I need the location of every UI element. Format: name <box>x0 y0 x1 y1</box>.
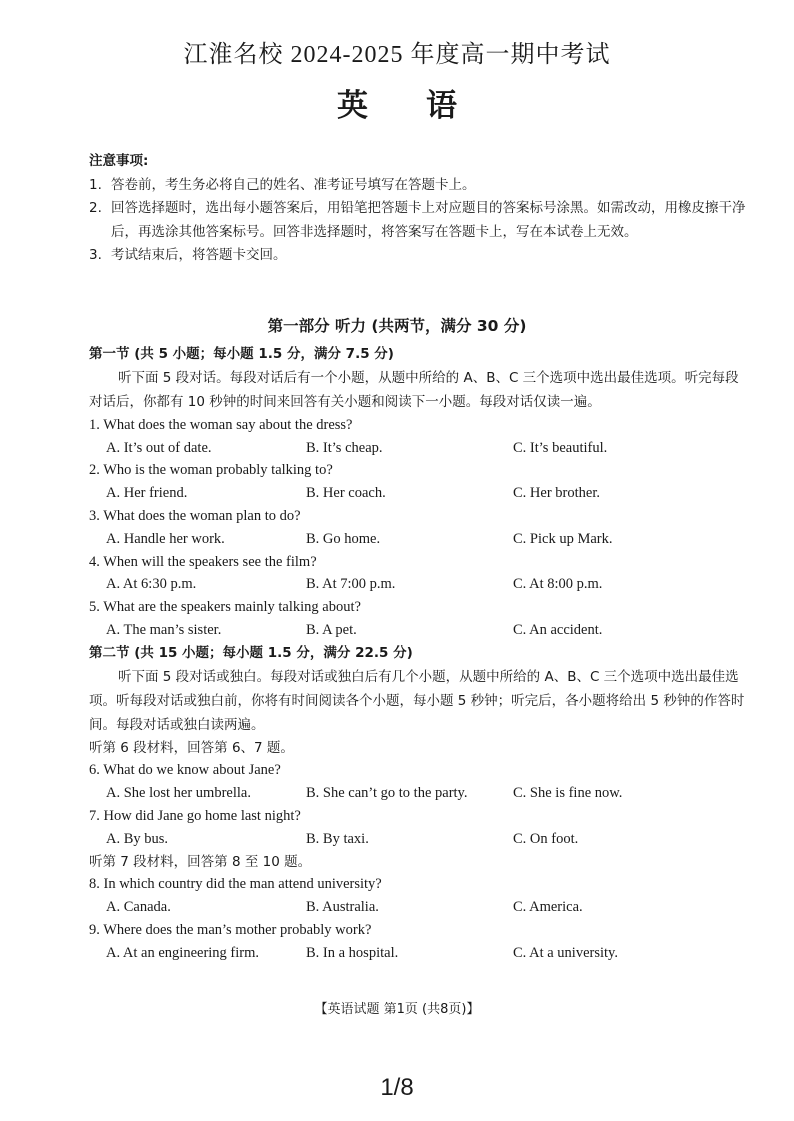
note-text: 回答选择题时，选出每小题答案后，用铅笔把答题卡上对应题目的答案标号涂黑。如需改动，用橡皮擦干净后，再选涂其他答案标号。回答非选择题时，将答案写在答题卡上，写在本试卷上无效。 <box>111 200 746 240</box>
option-a: A. At an engineering firm. <box>106 944 260 961</box>
note-number: 2. <box>89 200 102 216</box>
notes-title: 注意事项: <box>89 153 149 169</box>
part-one-title: 第一部分 听力 (共两节，满分 30 分) <box>267 317 527 335</box>
question-stem: 5. What are the speakers mainly talking about? <box>89 599 361 616</box>
option-b: B. In a hospital. <box>306 944 399 961</box>
option-b: B. By taxi. <box>306 830 369 847</box>
option-a: A. Her friend. <box>106 485 188 502</box>
option-row <box>89 619 749 642</box>
note-text: 答卷前，考生务必将自己的姓名、准考证号填写在答题卡上。 <box>111 176 476 193</box>
note-number: 3. <box>89 247 102 263</box>
option-row <box>89 573 749 596</box>
option-a: A. Handle her work. <box>106 530 225 547</box>
material-heading: 听第 6 段材料，回答第 6、7 题。 <box>89 739 294 756</box>
option-row <box>89 437 749 460</box>
option-row <box>89 828 749 851</box>
option-a: A. By bus. <box>106 830 169 847</box>
option-a: A. At 6:30 p.m. <box>106 576 197 593</box>
option-a: A. The man’s sister. <box>106 621 222 638</box>
note-item <box>89 174 749 198</box>
question-stem: 6. What do we know about Jane? <box>89 762 281 779</box>
option-a: A. She lost her umbrella. <box>106 785 251 802</box>
option-c: C. America. <box>513 899 583 916</box>
section-one-heading: 第一节 (共 5 小题；每小题 1.5 分，满分 7.5 分) <box>89 346 394 362</box>
question-stem: 1. What does the woman say about the dress? <box>89 416 353 433</box>
option-b: B. A pet. <box>306 621 357 638</box>
material-heading: 听第 7 段材料，回答第 8 至 10 题。 <box>89 853 312 870</box>
option-row <box>89 942 749 965</box>
option-b: B. At 7:00 p.m. <box>306 576 396 593</box>
note-item <box>89 244 749 268</box>
option-row <box>89 482 749 505</box>
notes-block <box>89 150 749 268</box>
page-footer: 【英语试题 第1页 (共8页)】 <box>314 1002 480 1017</box>
exam-title: 江淮名校 2024-2025 年度高一期中考试 <box>183 42 611 68</box>
subject-title: 英语 <box>337 88 515 124</box>
option-c: C. An accident. <box>513 621 603 638</box>
option-c: C. On foot. <box>513 830 579 847</box>
note-number: 1. <box>89 176 102 193</box>
section-two-instructions: 听下面 5 段对话或独白。每段对话或独白后有几个小题，从题中所给的 A、B、C 三个选项中选出最佳选项。听每段对话或独白前，你将有时间阅读各个小题，每小题 5 秒钟；听完后，各小题将给出 5 秒钟的作答时间。每段对话或独白读两遍。 <box>89 668 745 733</box>
option-row <box>89 782 749 805</box>
option-b: B. It’s cheap. <box>306 439 383 456</box>
option-b: B. Go home. <box>306 530 381 547</box>
option-c: C. Her brother. <box>513 485 600 502</box>
section-two-heading: 第二节 (共 15 小题；每小题 1.5 分，满分 22.5 分) <box>89 644 413 661</box>
option-c: C. Pick up Mark. <box>513 530 613 547</box>
option-c: C. She is fine now. <box>513 785 623 802</box>
question-stem: 2. Who is the woman probably talking to? <box>89 462 333 479</box>
option-a: A. It’s out of date. <box>106 439 212 456</box>
option-row <box>89 528 749 551</box>
option-b: B. Her coach. <box>306 485 386 502</box>
option-c: C. At 8:00 p.m. <box>513 576 603 593</box>
note-text: 考试结束后，将答题卡交回。 <box>111 247 287 263</box>
option-a: A. Canada. <box>106 899 171 916</box>
option-c: C. At a university. <box>513 944 618 961</box>
listening-content <box>89 343 749 965</box>
note-item <box>89 197 749 244</box>
option-b: B. She can’t go to the party. <box>306 785 468 802</box>
option-c: C. It’s beautiful. <box>513 439 608 456</box>
question-stem: 7. How did Jane go home last night? <box>89 807 301 824</box>
question-stem: 3. What does the woman plan to do? <box>89 507 301 524</box>
question-stem: 4. When will the speakers see the film? <box>89 553 317 570</box>
option-b: B. Australia. <box>306 899 379 916</box>
question-stem: 8. In which country did the man attend university? <box>89 876 382 893</box>
page-indicator: 1/8 <box>380 1074 414 1101</box>
question-stem: 9. Where does the man’s mother probably work? <box>89 921 372 938</box>
option-row <box>89 896 749 919</box>
section-one-instructions: 听下面 5 段对话。每段对话后有一个小题，从题中所给的 A、B、C 三个选项中选出最佳选项。听完每段对话后，你都有 10 秒钟的时间来回答有关小题和阅读下一小题。每段对话仅读一遍。 <box>89 369 739 410</box>
